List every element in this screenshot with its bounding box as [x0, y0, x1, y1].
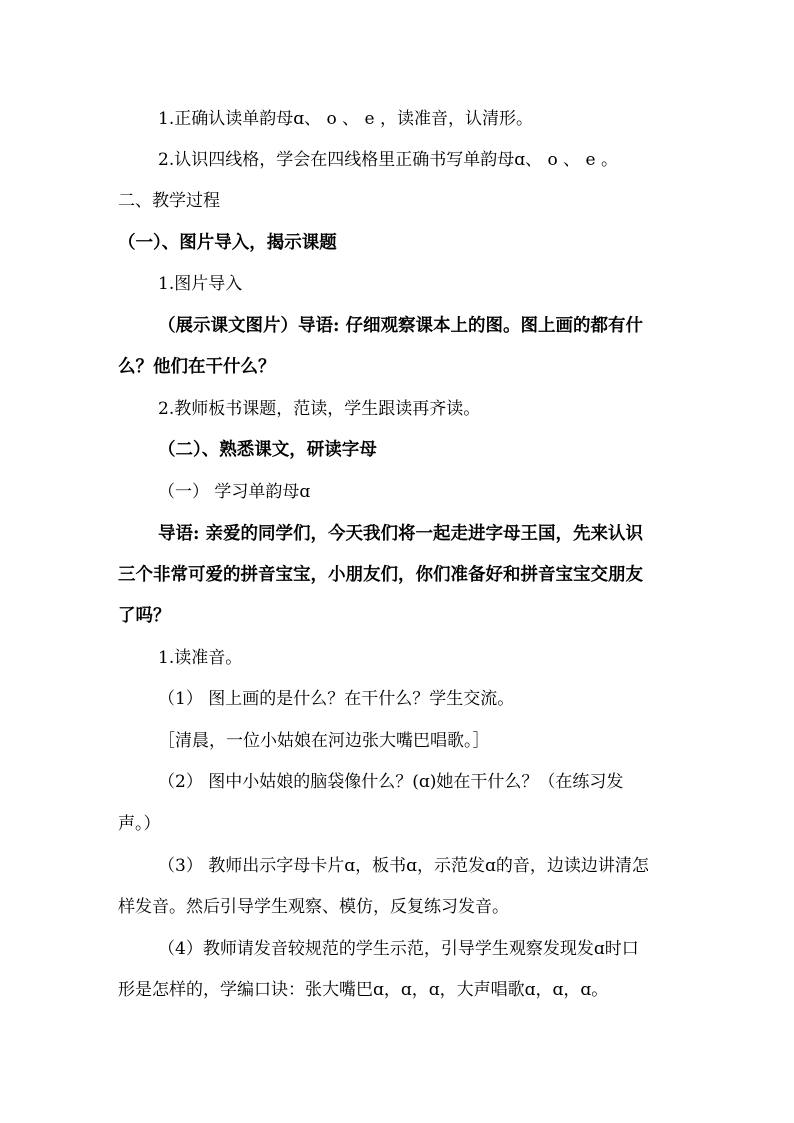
- intro-paragraph-line-1: （展示课文图片）导语: 仔细观察课本上的图。图上画的都有什: [158, 316, 644, 336]
- guide-paragraph-line-1: 导语: 亲爱的同学们，今天我们将一起走进字母王国，先来认识: [158, 524, 644, 544]
- picture-caption: ［清晨，一位小姑娘在河边张大嘴巴唱歌。］: [158, 731, 490, 751]
- step-board-title: 2.教师板书课题，范读，学生跟读再齐读。: [158, 399, 481, 419]
- sub-heading-learn-a: （一） 学习单韵母ɑ: [158, 482, 311, 502]
- section-heading-teaching-process: 二、教学过程: [118, 191, 220, 211]
- intro-paragraph-line-2: 么？他们在干什么？: [118, 357, 276, 377]
- step-3-line-1: （3） 教师出示字母卡片ɑ，板书ɑ，示范发ɑ的音，边读边讲清怎: [158, 856, 649, 876]
- step-read-sound: 1.读准音。: [158, 648, 243, 668]
- subsection-heading-1: （一）、图片导入，揭示课题: [118, 233, 337, 253]
- question-2-line-1: （2） 图中小姑娘的脑袋像什么？(ɑ)她在干什么？（在练习发: [158, 772, 624, 792]
- objective-line-2: 2.认识四线格，学会在四线格里正确书写单韵母ɑ、 o 、 e 。: [158, 150, 619, 170]
- question-1: （1） 图上画的是什么？在干什么？学生交流。: [158, 689, 515, 709]
- step-3-line-2: 样发音。然后引导学生观察、模仿，反复练习发音。: [118, 897, 509, 917]
- guide-paragraph-line-2: 三个非常可爱的拼音宝宝，小朋友们，你们准备好和拼音宝宝交朋友: [118, 565, 643, 585]
- step-picture-intro: 1.图片导入: [158, 274, 243, 294]
- step-4-line-2: 形是怎样的，学编口诀：张大嘴巴ɑ，ɑ，ɑ，大声唱歌ɑ，ɑ，ɑ。: [118, 980, 609, 1000]
- step-4-line-1: （4）教师请发音较规范的学生示范，引导学生观察发现发ɑ时口: [158, 939, 639, 959]
- objective-line-1: 1.正确认读单韵母ɑ、 o 、 e ，读准音，认清形。: [158, 109, 534, 129]
- question-2-line-2: 声。）: [118, 814, 161, 834]
- guide-paragraph-line-3: 了吗？: [118, 606, 171, 626]
- subsection-heading-2: （二）、熟悉课文，研读字母: [158, 440, 377, 460]
